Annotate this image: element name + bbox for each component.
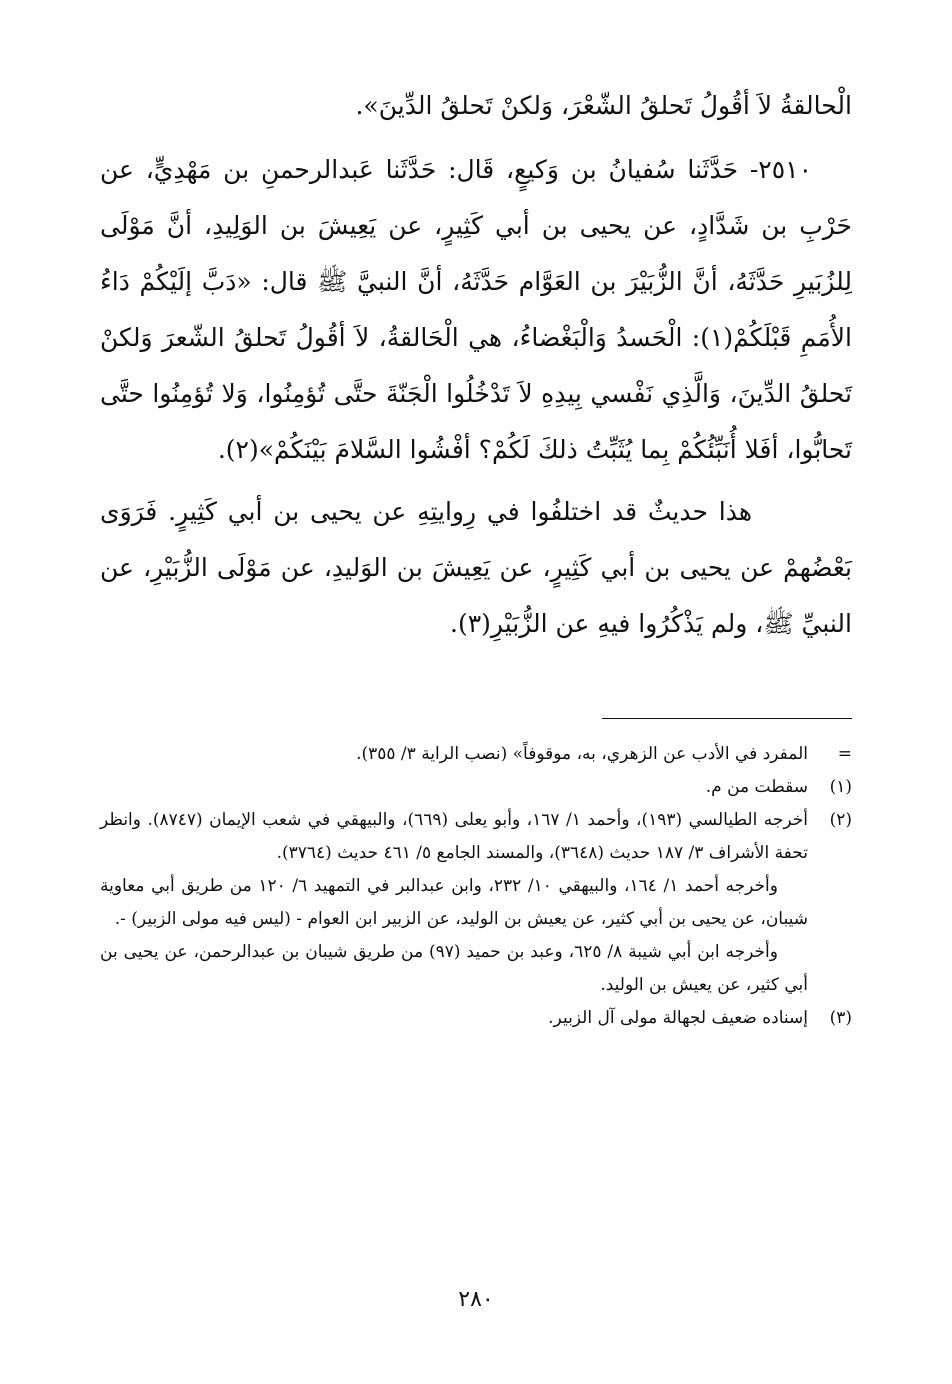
- commentary-paragraph: هذا حديثٌ قد اختلفُوا في رِوايتِهِ عن يحيى بن أبي كَثِيرٍ. فَرَوَى بَعْضُهمْ عن يحيى بن أبي كَثِيرٍ، عن يَعِيشَ بن الوَليدِ، عن مَوْلَى الزُّبَيْرِ، عن النبيِّ ﷺ، ولم يَذْكُرُوا فيهِ عن الزُّبَيْرِ(٣).: [100, 497, 852, 638]
- footnote-2-text: أخرجه الطيالسي (١٩٣)، وأحمد ١/ ١٦٧، وأبو يعلى (٦٦٩)، والبيهقي في شعب الإيمان (٨٧٤٧). وانظر تحفة الأشراف ٣/ ١٨٧ حديث (٣٦٤٨)، والمسند الجامع ٥/ ٤٦١ حديث (٣٧٦٤).: [100, 810, 808, 863]
- footnote-continuation: [100, 738, 852, 771]
- footnote-1-number: (١): [829, 777, 852, 797]
- footnote-1-text: سقطت من م.: [705, 777, 808, 797]
- continuation-line: الْحالقةُ لاَ أقُولُ تَحلقُ الشّعْرَ، وَلكنْ تَحلقُ الدِّينَ».: [355, 91, 852, 120]
- footnote-3-number: (٣): [829, 1008, 852, 1028]
- continuation-marker: =: [837, 744, 852, 764]
- footnote-separator: [602, 718, 852, 719]
- footnote-3-text: إسناده ضعيف لجهالة مولى آل الزبير.: [548, 1008, 808, 1028]
- main-text: [100, 78, 852, 652]
- footnote-3: [100, 1002, 852, 1035]
- footnote-2-sub-2: وأخرجه ابن أبي شيبة ٨/ ٦٢٥، وعبد بن حميد (٩٧) من طريق شيبان بن عبدالرحمن، عن يحيى بن أبي كثير، عن يعيش بن الوليد.: [100, 942, 808, 995]
- footnote-2-number: (٢): [829, 810, 852, 830]
- footnote-2-sub-1: وأخرجه أحمد ١/ ١٦٤، والبيهقي ١٠/ ٢٣٢، وابن عبدالبر في التمهيد ٦/ ١٢٠ من طريق أبي معاوية شيبان، عن يحيى بن أبي كثير، عن يعيش بن الوليد، عن الزبير ابن العوام - (ليس فيه مولى الزبير) -.: [100, 876, 808, 929]
- footnote-continuation-text: المفرد في الأدب عن الزهري، به، موقوفاً» (نصب الراية ٣/ ٣٥٥).: [356, 744, 808, 764]
- footnotes-section: [100, 738, 852, 1035]
- hadith-2510: ٢٥١٠- حَدَّثَنا سُفيانُ بن وَكيعٍ، قَال: حَدَّثَنا عَبدالرحمنِ بن مَهْدِيٍّ، عن حَرْبِ بن شَدَّادٍ، عن يحيى بن أبي كَثِيرٍ، عن يَعِيشَ بن الوَلِيدِ، أنَّ مَوْلَى لِلزُبَيرِ حَدَّثَهُ، أنَّ الزُّبَيْرَ بن العَوَّام حَدَّثَهُ، أنَّ النبيَّ ﷺ قال: «دَبَّ إلَيْكُمْ دَاءُ الأُمَمِ قَبْلَكُمْ(١): الْحَسدُ وَالْبَغْضاءُ، هي الْحَالقةُ، لاَ أقُولُ تَحلقُ الشّعرَ وَلكنْ تَحلقُ الدِّينَ، وَالَّذِي نَفْسي بِيدِهِ لاَ تَدْخُلُوا الْجَنّةَ حتَّى تُؤمِنُوا، وَلا تُؤمِنُوا حتَّى تَحابُّوا، أفَلا أُنَبِّئُكُمْ بِما يُثَبِّتُ ذلكَ لَكُمْ؟ أفْشُوا السَّلامَ بَيْنَكُمْ»(٢).: [100, 155, 852, 464]
- footnote-2: [100, 804, 852, 1002]
- page-number: ٢٨٠: [458, 1287, 494, 1312]
- book-page: [100, 0, 852, 1384]
- footnote-1: [100, 771, 852, 804]
